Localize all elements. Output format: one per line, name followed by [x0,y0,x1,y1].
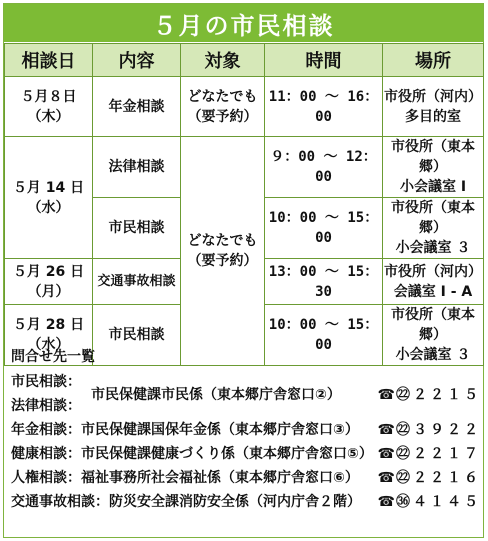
inquiry-section [11,344,481,514]
inquiry-label: 健康相談： [11,446,81,462]
time-cell: ９：00 ～ 12：00 [265,137,383,198]
place-cell [383,77,484,137]
place-cell [383,198,484,259]
date-cell [5,77,93,137]
phone-number: ㉒２２１５ [396,387,481,403]
inquiry-label: 人権相談： [11,470,81,486]
inquiry-label: 交通事故相談： [11,494,109,510]
inquiry-row [11,418,481,442]
inquiry-phone [378,418,481,442]
place-building: 市役所（東本郷） [391,200,475,236]
header-time: 時間 [265,44,383,77]
place-cell [383,259,484,305]
date-cell [5,259,93,305]
time-cell: 11：00 ～ 16：00 [265,77,383,137]
content-cell: 市民相談 [93,305,181,366]
inquiry-row [11,490,481,514]
consultation-notice [3,3,484,538]
place-room: 多目的室 [405,108,461,125]
notice-title: ５月の市民相談 [4,4,483,42]
place-building: 市役所（河内） [384,263,482,280]
header-target: 対象 [181,44,265,77]
inquiry-label: 市民相談： [11,374,81,390]
place-building: 市役所（河内） [384,88,482,105]
weekday: （木） [27,108,70,125]
place-room: 小会議室 ３ [395,347,471,363]
place-cell [383,137,484,198]
header-date: 相談日 [5,44,93,77]
time-cell: 10：00 ～ 15：00 [265,198,383,259]
inquiry-heading: 問合せ先一覧 [11,349,95,365]
content-cell: 法律相談 [93,137,181,198]
inquiry-contact: 市民保健課健康づくり係（東本郷庁舎窓口⑤） [81,446,373,462]
date-cell [5,137,93,259]
weekday: （月） [27,283,70,300]
inquiry-contact: 市民保健課国保年金係（東本郷庁舎窓口③） [81,422,359,438]
header-content: 内容 [93,44,181,77]
target-note: （要予約） [187,108,258,125]
phone-number: ㉒２２１６ [396,470,481,486]
target-cell [181,137,265,366]
target: どなたでも [187,88,258,105]
content-cell: 市民相談 [93,198,181,259]
date: ５月 14 日 [12,179,85,196]
place-building: 市役所（東本郷） [391,307,475,343]
content-cell: 交通事故相談 [93,259,181,305]
phone-number: ㉒２２１７ [396,446,481,462]
phone-number: ㊱４１４５ [396,494,481,510]
weekday: （水） [27,337,70,353]
date: ５月８日 [20,88,77,105]
target: どなたでも [187,233,258,249]
date: ５月 28 日 [12,317,85,333]
time-cell: 13：00 ～ 15：30 [265,259,383,305]
table-row [5,77,484,137]
phone-icon: ☎ [377,494,395,510]
inquiry-label: 年金相談： [11,422,81,438]
inquiry-label: 法律相談： [11,398,81,414]
inquiry-phone [378,384,481,404]
inquiry-row-combined [11,370,481,418]
table-row [5,137,484,198]
weekday: （水） [27,199,70,216]
date: ５月 26 日 [12,263,85,280]
inquiry-phone [378,442,481,466]
inquiry-phone [378,466,481,490]
schedule-table [4,43,484,366]
place-room: 小会議室 ３ [395,240,471,256]
target-cell [181,77,265,137]
phone-icon: ☎ [377,422,395,438]
phone-icon: ☎ [377,470,395,486]
place-building: 市役所（東本郷） [391,139,475,175]
inquiry-row [11,442,481,466]
phone-icon: ☎ [377,446,395,462]
header-row [5,44,484,77]
place-room: 小会議室 Ⅰ [399,179,467,195]
inquiry-contact: 福祉事務所社会福祉係（東本郷庁舎窓口⑥） [81,470,359,486]
time-cell: 10：00 ～ 15：00 [265,305,383,366]
place-room: 会議室 Ⅰ - A [393,283,473,300]
inquiry-contact: 防災安全課消防安全係（河内庁舎２階） [109,494,361,510]
header-place: 場所 [383,44,484,77]
inquiry-row [11,466,481,490]
phone-icon: ☎ [377,387,395,403]
phone-number: ㉒３９２２ [396,422,481,438]
content-cell: 年金相談 [93,77,181,137]
inquiry-phone [378,490,481,514]
inquiry-contact: 市民保健課市民係（東本郷庁舎窓口②） [91,387,341,403]
target-note: （要予約） [187,253,258,269]
